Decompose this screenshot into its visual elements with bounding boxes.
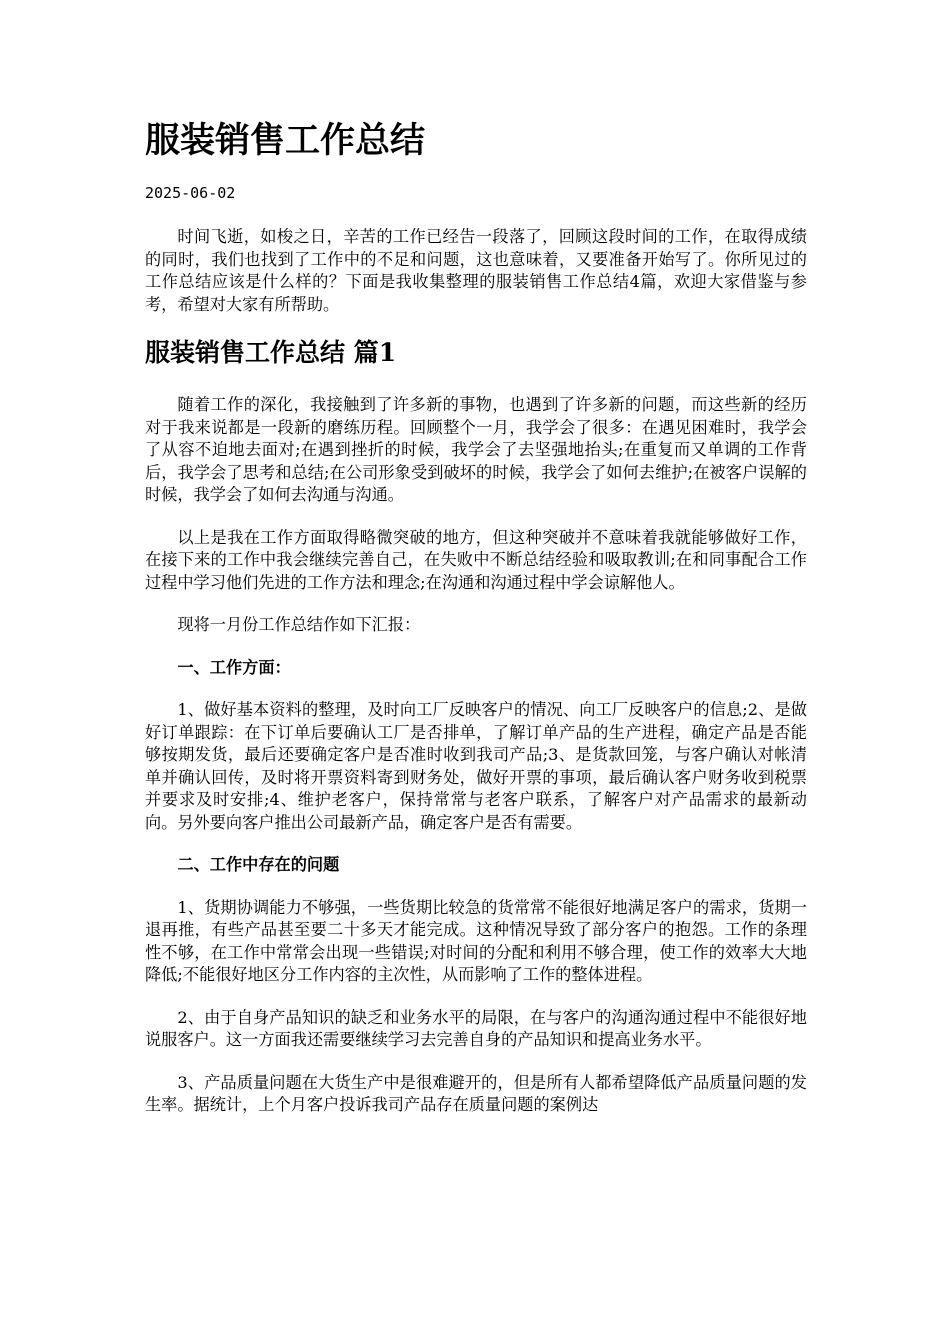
paragraph-2: 以上是我在工作方面取得略微突破的地方，但这种突破并不意味着我就能够做好工作，在接下来的工作中我会继续完善自己，在失败中不断总结经验和吸取教训;在和同事配合工作过程中学习他们先进的工作方法和理念;在沟通和沟通过程中学会谅解他人。 xyxy=(145,527,807,592)
paragraph-4: 1、做好基本资料的整理，及时向工厂反映客户的情况、向工厂反映客户的信息;2、是做好订单跟踪：在下订单后要确认工厂是否排单，了解订单产品的生产进程，确定产品是否能够按期发货，最后还要确定客户是否准时收到我司产品;3、是货款回笼，与客户确认对帐清单并确认回传，及时将开票资料寄到财务处，做好开票的事项，最后确认客户财务收到税票并要求及时安排;4、维护老客户，保持常常与老客户联系，了解客户对产品需求的最新动向。另外要向客户推出公司最新产品，确定客户是否有需要。 xyxy=(145,700,807,832)
intro-paragraph: 时间飞逝，如梭之日，辛苦的工作已经告一段落了，回顾这段时间的工作，在取得成绩的同时，我们也找到了工作中的不足和问题，这也意味着，又要准备开始写了。你所见过的工作总结应该是什么样的？下面是我收集整理的服装销售工作总结4篇，欢迎大家借鉴与参考，希望对大家有所帮助。 xyxy=(145,227,807,314)
subheading-work: 一、工作方面： xyxy=(177,657,291,677)
paragraph-7: 3、产品质量问题在大货生产中是很难避开的，但是所有人都希望降低产品质量问题的发生率。据统计，上个月客户投诉我司产品存在质量问题的案例达 xyxy=(145,1072,807,1114)
section-heading: 服装销售工作总结 篇1 xyxy=(145,338,397,367)
paragraph-3: 现将一月份工作总结作如下汇报： xyxy=(177,615,421,634)
paragraph-1: 随着工作的深化，我接触到了许多新的事物，也遇到了许多新的问题，而这些新的经历对于我来说都是一段新的磨练历程。回顾整个一月，我学会了很多：在遇见困难时，我学会了从容不迫地去面对;在遇到挫折的时候，我学会了去坚强地抬头;在重复而又单调的工作背后，我学会了思考和总结;在公司形象受到破坏的时候，我学会了如何去维护;在被客户误解的时候，我学会了如何去沟通与沟通。 xyxy=(145,395,807,504)
document-body xyxy=(145,226,807,1137)
subheading-problems: 二、工作中存在的问题 xyxy=(177,855,340,874)
document-title: 服装销售工作总结 xyxy=(145,120,426,161)
document-date: 2025-06-02 xyxy=(145,184,236,202)
paragraph-6: 2、由于自身产品知识的缺乏和业务水平的局限，在与客户的沟通沟通过程中不能很好地说服客户。这一方面我还需要继续学习去完善自身的产品知识和提高业务水平。 xyxy=(145,1007,807,1049)
paragraph-5: 1、货期协调能力不够强，一些货期比较急的货常常不能很好地满足客户的需求，货期一退再推，有些产品甚至要二十多天才能完成。这种情况导致了部分客户的抱怨。工作的条理性不够，在工作中常常会出现一些错误;对时间的分配和利用不够合理，使工作的效率大大地降低;不能很好地区分工作内容的主次性，从而影响了工作的整体进程。 xyxy=(145,897,807,984)
